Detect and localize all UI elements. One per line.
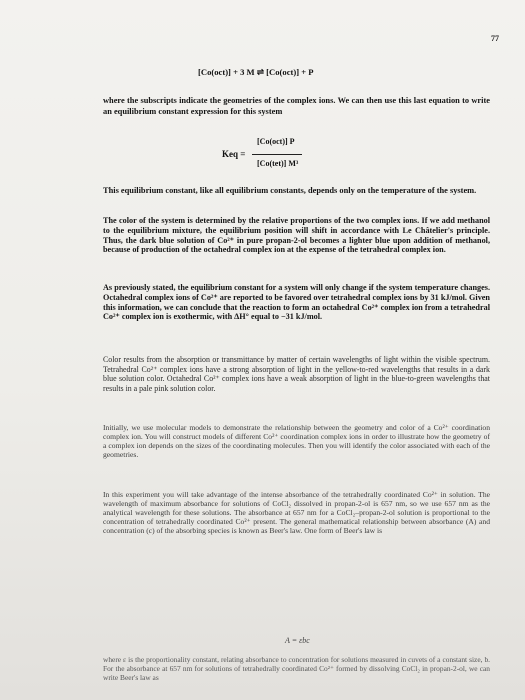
beers-law-equation: A = εbc [285,636,310,645]
paragraph-color [103,216,490,255]
paragraph-previously-stated [103,283,490,322]
paragraph-text: This equilibrium constant, like all equilibrium constants, depends only on the temperature of the system. [103,186,477,195]
paragraph-text: In this experiment you will take advantage of the intense absorbance of the tetrahedrally coordinated Co²⁺ in solution. The wavelength of maximum absorbance for solutions of CoCl₂ dissolved in propan-2-ol is 657 nm, so we use 657 nm as the analytical wavelength for these solutions. The absorbance at 657 nm for a CoCl₂–propan-2-ol solution is proportional to the concentration of tetrahedrally coordinated Co²⁺ present. The general mathematical relationship between absorbance (A) and concentration (c) of the absorbing species is known as Beer's law. One form of Beer's law is [103,490,490,536]
page-number: 77 [491,34,499,43]
keq-denominator: [Co(tet)] M³ [257,159,299,168]
fraction-bar [252,154,302,155]
paragraph-text: where ε is the proportionality constant, relating absorbance to concentration for solutions measured in cuvets of a constant size, b. For the absorbance at 657 nm for solutions of tetrahedrally coordinated Co²⁺ formed by dissolving CoCl₂ in propan-2-ol, we can write Beer's law as [103,655,490,682]
equilibrium-constant-expression [222,132,332,178]
equilibrium-equation: [Co(oct)] + 3 M ⇌ [Co(oct)] + P [198,67,314,77]
paragraph-subscripts [103,96,490,117]
paragraph-absorption [103,355,490,393]
paragraph-text: As previously stated, the equilibrium constant for a system will only change if the system temperature changes. Octahedral complex ions of Co²⁺ are reported to be favored over tetrahedral complex ions by 31 kJ/mol. Given this information, we can conclude that the reaction to form an octahedral Co²⁺ complex ion from a tetrahedral Co²⁺ complex ion is exothermic, with ΔH° equal to −31 kJ/mol. [103,283,490,322]
paragraph-text: where the subscripts indicate the geometries of the complex ions. We can then use this last equation to write an equilibrium constant expression for this system [103,96,490,116]
paragraph-experiment [103,490,490,535]
paragraph-epsilon [103,655,490,682]
keq-label: Keq = [222,149,246,159]
paragraph-equilibrium [103,186,490,197]
paragraph-text: Color results from the absorption or transmittance by matter of certain wavelengths of light within the visible spectrum. Tetrahedral Co²⁺ complex ions have a strong absorption of light in the yellow-to-red wavelengths that results in a dark blue solution color. Octahedral Co²⁺ complex ions have a weak absorption of light in the blue-to-green wavelengths that results in a pale pink solution color. [103,355,490,393]
keq-numerator: [Co(oct)] P [257,137,295,146]
paragraph-models [103,423,490,459]
paragraph-text: The color of the system is determined by the relative proportions of the two complex ions. If we add methanol to the equilibrium mixture, the equilibrium position will shift in accordance with Le Châtelier's principle. Thus, the dark blue solution of Co²⁺ in pure propan-2-ol becomes a lighter blue upon addition of methanol, because of production of the octahedral complex ion at the expense of the tetrahedral complex ion. [103,216,490,255]
paragraph-text: Initially, we use molecular models to demonstrate the relationship between the geometry and color of a Co²⁺ coordination complex ion. You will construct models of different Co²⁺ coordination complex ions in order to illustrate how the geometry of a complex ion depends on the sizes of the coordinating molecules. Then you will identify the color associated with each of the geometries. [103,423,490,460]
